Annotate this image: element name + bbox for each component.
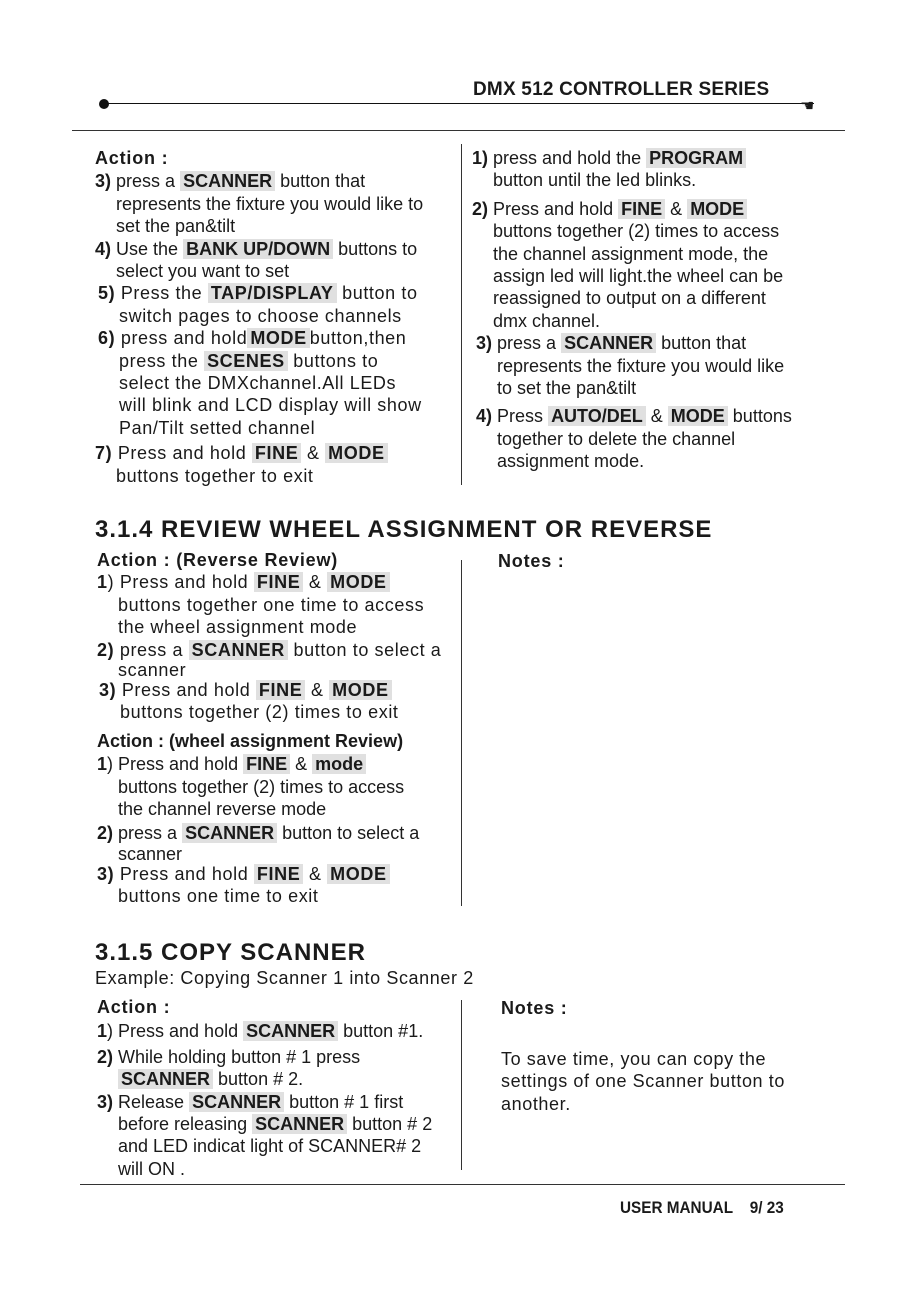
step-4: 4) Use the BANK UP/DOWN buttons to select you want to set [95, 238, 418, 282]
header-rule-dot [99, 99, 109, 109]
fine-key: FINE [243, 754, 290, 774]
step-1: 1) press and hold the PROGRAM button until the led blinks. [472, 147, 817, 192]
tap-display-key: TAP/DISPLAY [208, 283, 337, 303]
scanner-key: SCANNER [182, 823, 277, 843]
fine-key: FINE [254, 864, 303, 884]
mode-key: MODE [247, 328, 309, 348]
step-2: 2) press a SCANNER button to select a scanner [97, 639, 442, 681]
action-label: Action : [97, 997, 171, 1017]
step-1: 1) Press and hold SCANNER button #1. [97, 1021, 424, 1042]
step-2: 2) Press and hold FINE & MODE buttons together (2) times to access the channel assignment mode, the assign led will light.the wheel can be reassigned to output on a different dmx channel. [472, 198, 784, 331]
auto-del-key: AUTO/DEL [548, 406, 646, 426]
scanner-key: SCANNER [118, 1069, 213, 1089]
mode-key: MODE [327, 572, 389, 592]
scanner-key: SCANNER [252, 1114, 347, 1134]
fine-key: FINE [256, 680, 305, 700]
scenes-key: SCENES [204, 351, 288, 371]
notes-body: To save time, you can copy the settings of one Scanner button to another. [501, 1049, 785, 1114]
top-divider [72, 130, 845, 131]
top-right-steps [472, 147, 817, 473]
step-3: 3) press a SCANNER button that represents the fixture you would like to set the pan&tilt [95, 171, 424, 237]
step-4: 4) Press AUTO/DEL & MODE buttons together to delete the channel assignment mode. [476, 406, 792, 472]
header-rule [104, 103, 814, 104]
footer-divider [80, 1184, 845, 1185]
scanner-key: SCANNER [561, 333, 656, 353]
mode-key: MODE [327, 864, 389, 884]
step-2: 2) While holding button # 1 press SCANNER button # 2. [97, 1046, 361, 1090]
column-divider [461, 1000, 462, 1170]
example-line: Example: Copying Scanner 1 into Scanner 2 [95, 968, 474, 988]
step-3: 3) Press and hold FINE & MODE buttons one time to exit [97, 863, 459, 908]
column-divider [461, 144, 462, 485]
program-key: PROGRAM [646, 148, 746, 168]
footer-page-label: USER MANUAL 9/ 23 [620, 1198, 784, 1217]
section-3-1-4-title: 3.1.4 REVIEW WHEEL ASSIGNMENT OR REVERSE [95, 516, 713, 543]
bank-up-down-key: BANK UP/DOWN [183, 239, 333, 259]
scanner-key: SCANNER [180, 171, 275, 191]
top-left-steps [95, 147, 460, 487]
notes-heading: Notes : [501, 998, 568, 1018]
scanner-key: SCANNER [189, 640, 288, 660]
action-label: Action : (wheel assignment Review) [97, 730, 404, 751]
mode-key: MODE [325, 443, 387, 463]
column-divider [461, 560, 462, 906]
mode-key: MODE [668, 406, 728, 426]
step-3: 3) Release SCANNER button # 1 first before releasing SCANNER button # 2 and LED indicat light of SCANNER# 2 will ON . [97, 1091, 433, 1179]
step-7: 7) Press and hold FINE & MODE buttons together to exit [95, 442, 460, 487]
step-3: 3) Press and hold FINE & MODE buttons together (2) times to exit [99, 680, 399, 723]
step-6: 6) press and hold MODE button,then press the SCENES buttons to select the DMXchannel.All LEDs will blink and LCD display will show Pan/Tilt setted channel [98, 328, 422, 438]
copy-scanner-steps [97, 996, 459, 1180]
step-2: 2) press a SCANNER button to select a scanner [97, 823, 420, 864]
step-1: 1) Press and hold FINE & mode buttons together (2) times to access the channel reverse mode [97, 754, 405, 820]
mode-key: mode [312, 754, 366, 774]
section-3-1-5-title: 3.1.5 COPY SCANNER [95, 939, 366, 966]
mode-key: MODE [687, 199, 747, 219]
action-label: Action : [95, 148, 169, 168]
fine-key: FINE [254, 572, 303, 592]
notes-heading: Notes : [498, 551, 565, 571]
fine-key: FINE [252, 443, 301, 463]
reverse-review-steps [97, 549, 459, 908]
scanner-key: SCANNER [243, 1021, 338, 1041]
mode-key: MODE [329, 680, 391, 700]
step-1: 1) Press and hold FINE & MODE buttons together one time to access the wheel assignment mode [97, 572, 425, 638]
fine-key: FINE [618, 199, 665, 219]
step-3: 3) press a SCANNER button that represents the fixture you would like to set the pan&tilt [476, 333, 785, 399]
step-5: 5) Press the TAP/DISPLAY button to switch pages to choose channels [98, 283, 418, 326]
header-title: DMX 512 CONTROLLER SERIES [473, 79, 770, 100]
action-label: Action : (Reverse Review) [97, 550, 339, 570]
scanner-key: SCANNER [189, 1092, 284, 1112]
pointing-hand-icon: ☚ [800, 98, 815, 115]
